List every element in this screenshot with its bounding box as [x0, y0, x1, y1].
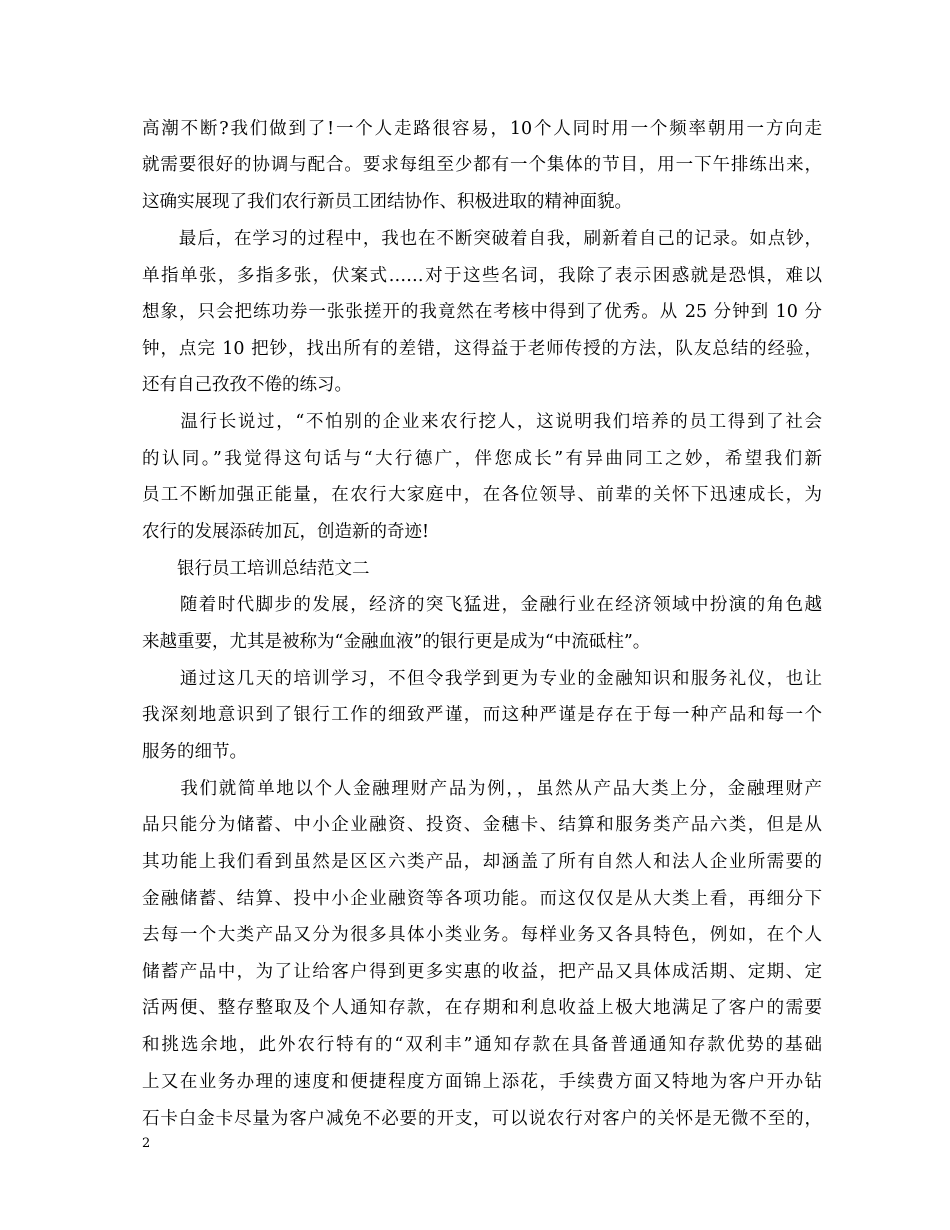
- body-text-line: 温行长说过，“不怕别的企业来农行挖人，这说明我们培养的员工得到了社会: [142, 412, 822, 432]
- body-text-line: 就需要很好的协调与配合。要求每组至少都有一个集体的节目，用一下午排练出来，: [142, 155, 822, 175]
- body-text-line: 这确实展现了我们农行新员工团结协作、积极进取的精神面貌。: [142, 192, 632, 212]
- body-text-line: 储蓄产品中，为了让给客户得到更多实惠的收益，把产品又具体成活期、定期、定: [142, 962, 822, 982]
- body-text-line: 品只能分为储蓄、中小企业融资、投资、金穗卡、结算和服务类产品六类，但是从: [142, 815, 822, 835]
- body-text-line: 最后，在学习的过程中，我也在不断突破着自我，刷新着自己的记录。如点钞，: [142, 229, 822, 249]
- body-text-line: 想象，只会把练功券一张张搓开的我竟然在考核中得到了优秀。从 25 分钟到 10 分: [142, 302, 822, 322]
- body-text-line: 金融储蓄、结算、投中小企业融资等各项功能。而这仅仅是从大类上看，再细分下: [142, 889, 822, 909]
- body-text-line: 其功能上我们看到虽然是区区六类产品，却涵盖了所有自然人和法人企业所需要的: [142, 852, 822, 872]
- section-heading: 银行员工培训总结范文二: [142, 559, 370, 579]
- body-text-line: 我深刻地意识到了银行工作的细致严谨，而这种严谨是存在于每一种产品和每一个: [142, 705, 822, 725]
- body-text-line: 石卡白金卡尽量为客户减免不必要的开支，可以说农行对客户的关怀是无微不至的，: [142, 1109, 822, 1129]
- body-text-line: 还有自己孜孜不倦的练习。: [142, 375, 352, 395]
- body-text-line: 我们就简单地以个人金融理财产品为例，，虽然从产品大类上分，金融理财产: [142, 779, 822, 799]
- page-number: 2: [142, 1136, 151, 1151]
- body-text-line: 上又在业务办理的速度和便捷程度方面锦上添花，手续费方面又特地为客户开办钻: [142, 1072, 822, 1092]
- body-text-line: 通过这几天的培训学习，不但令我学到更为专业的金融知识和服务礼仪，也让: [142, 669, 822, 689]
- body-text-line: 钟，点完 10 把钞，找出所有的差错，这得益于老师传授的方法，队友总结的经验，: [142, 339, 822, 359]
- body-text-line: 高潮不断?我们做到了!一个人走路很容易，10个人同时用一个频率朝用一方向走: [142, 119, 822, 139]
- body-text-line: 活两便、整存整取及个人通知存款，在存期和利息收益上极大地满足了客户的需要: [142, 998, 822, 1018]
- body-text-line: 随着时代脚步的发展，经济的突飞猛进，金融行业在经济领域中扮演的角色越: [142, 595, 822, 615]
- body-text-line: 农行的发展添砖加瓦，创造新的奇迹!: [142, 522, 430, 542]
- body-text-line: 员工不断加强正能量，在农行大家庭中，在各位领导、前辈的关怀下迅速成长，为: [142, 485, 822, 505]
- body-text-line: 来越重要，尤其是被称为“金融血液”的银行更是成为“中流砥柱”。: [142, 632, 651, 652]
- body-text-line: 和挑选余地，此外农行特有的“双利丰”通知存款在具备普通通知存款优势的基础: [142, 1035, 822, 1055]
- body-text-line: 服务的细节。: [142, 742, 247, 762]
- body-text-line: 的认同。”我觉得这句话与“大行德广，伴您成长”有异曲同工之妙，希望我们新: [142, 449, 822, 469]
- body-text-line: 去每一个大类产品又分为很多具体小类业务。每样业务又各具特色，例如，在个人: [142, 925, 822, 945]
- body-text-line: 单指单张，多指多张，伏案式……对于这些名词，我除了表示困惑就是恐惧，难以: [142, 266, 822, 286]
